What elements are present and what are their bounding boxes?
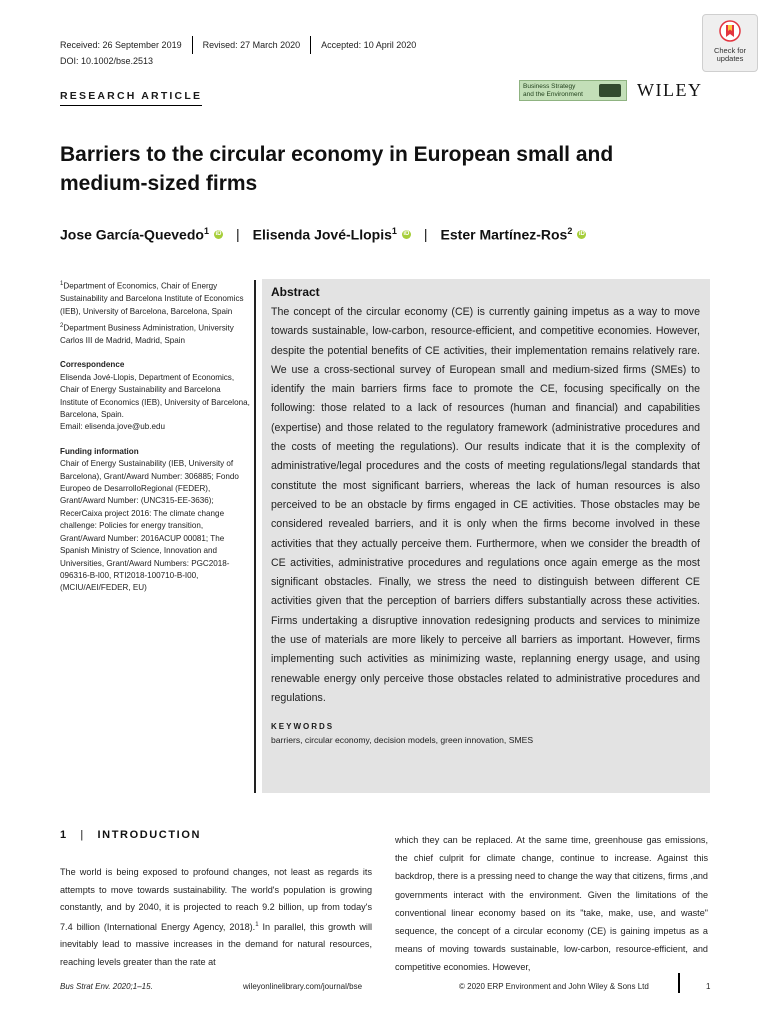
received-date: Received: 26 September 2019 <box>60 40 182 50</box>
keywords-list: barriers, circular economy, decision models, green innovation, SMES <box>271 735 534 746</box>
footer-url[interactable]: wileyonlinelibrary.com/journal/bse <box>243 982 363 991</box>
orcid-icon[interactable]: iD <box>403 230 410 237</box>
page-number: 1 <box>706 982 711 991</box>
doi[interactable]: DOI: 10.1002/bse.2513 <box>60 56 154 66</box>
check-for-updates-line2: updates <box>716 54 744 63</box>
funding-heading: Funding information <box>60 446 139 456</box>
section-title: INTRODUCTION <box>97 829 202 841</box>
footer-copyright: © 2020 ERP Environment and John Wiley & Sons Ltd <box>459 982 649 991</box>
section-number: 1 <box>60 829 68 841</box>
intro-column-left <box>60 864 372 972</box>
article-dates <box>60 36 426 54</box>
author-separator: | <box>423 226 428 243</box>
journal-logo-icon <box>599 84 621 97</box>
correspondence-email[interactable]: Email: elisenda.jove@ub.edu <box>60 422 165 432</box>
check-for-updates-line1: Check for <box>713 46 747 55</box>
author-name[interactable]: Jose García-Quevedo$^1$ <box>60 226 209 243</box>
intro-text: The world is being exposed to profound changes, not least as regards its attempts to move towards sustainability. The world's population is growing constantly, and by 2040, it is projected to reach 9.2 billion, up from today's 7.4 billion (International Energy Agency, 2018). <box>60 867 372 932</box>
intro-text: In parallel, this growth will inevitably lead to massive increases in the demand for natural resources, reaching levels greater than the rate at <box>60 921 372 967</box>
author-name[interactable]: Elisenda Jové-Llopis$^1$ <box>252 226 397 243</box>
accepted-date: Accepted: 10 April 2020 <box>310 36 426 54</box>
check-for-updates-badge[interactable] <box>702 14 758 72</box>
affiliation: $^2$Department Business Administration, University Carlos III de Madrid, Madrid, Spain <box>60 322 234 345</box>
footnote-ref[interactable]: 1 <box>255 921 259 928</box>
abstract-text: The concept of the circular economy (CE) is currently gaining impetus as a way to move towards sustainable, low-carbon, resource-efficient, and competitive economies. However, despite the potential benefits of CE activities, their implementation remains relatively rare. We use a cross-sectional survey of European small and medium-sized firms (SMEs) to identify the main barriers firms face to promote the CE, focusing specifically on the following: those related to a lack of resources (human and financial) and capabilities (expertise) and those related to the regulatory framework (administrative procedures and the costs of meeting the regulations). Our results indicate that it is the complexity of administrative/legal procedures and the costs of meeting regulations/legal standards that constitute the most significant barriers, whereas the lack of human resources is also perceived to be an obstacle by firms engaged in CE activities. Those obstacles may be considered revealed barriers, and it is only when the firms become involved in these activities that they actually perceive them. Furthermore, when we consider the breadth of CE activities, administrative procedures and regulations once again emerge as the most significant obstacles. Finally, we stress the need to distinguish between different CE activities given that the perception of barriers differs substantially across these activities. Firms undertaking a disruptive innovation redesigning products and services to minimize the use of materials are more likely to perceive all barriers as important. However, firms implementing such activities as minimizing waste, replanning energy usage, and using renewable energy only perceive those obstacles related to administrative procedures and regulations. <box>271 306 700 704</box>
orcid-icon[interactable]: iD <box>215 230 222 237</box>
article-title: Barriers to the circular economy in European small and medium-sized firms <box>60 143 614 195</box>
abstract-box <box>262 279 710 793</box>
correspondence-text: Elisenda Jové-Llopis, Department of Economics, Chair of Energy Sustainability and Barcelona Institute of Economics (IEB), University of Barcelona, Barcelona, Spain. <box>60 372 250 420</box>
affiliation: $^1$Department of Economics, Chair of Energy Sustainability and Barcelona Institute of Economics (IEB), University of Barcelona, Barcelona, Spain <box>60 281 244 316</box>
publisher-logo[interactable]: WILEY <box>637 80 703 100</box>
correspondence-heading: Correspondence <box>60 360 125 370</box>
journal-logo-line2: and the Environment <box>523 90 583 98</box>
author-list <box>60 226 586 243</box>
journal-logo-text <box>520 83 596 98</box>
intro-column-right: which they can be replaced. At the same time, greenhouse gas emissions, the chief culprit for climate change, continue to increase. Against this backdrop, there is a pressing need to change the way that citizens, firms ,and governments interact with the environment. Given the limitations of the conventional linear economy based on its "take, make, use, and waste" sequence, the concept of a circular economy (CE) is gaining impetus as a means of moving towards sustainable, low-carbon, resource-efficient, and competitive economies. However, <box>395 835 708 973</box>
revised-date: Revised: 27 March 2020 <box>192 36 311 54</box>
footer-journal-citation: Bus Strat Env. 2020;1–15. <box>60 982 153 991</box>
section-heading <box>60 829 201 841</box>
author-separator: | <box>235 226 240 243</box>
journal-logo-line1: Business Strategy <box>523 83 576 90</box>
keywords-heading: KEYWORDS <box>271 722 335 732</box>
abstract-heading: Abstract <box>271 285 320 299</box>
author-name[interactable]: Ester Martínez-Ros$^2$ <box>440 226 573 243</box>
funding-text: Chair of Energy Sustainability (IEB, University of Barcelona), Grant/Award Number: 306885; Fondo Europeo de DesarrolloRegional (FEDER), Grant/Award Number: (UNC315-EE-3636); RecerCaixa project 2016: The climate change challenge: Policies for energy transition, Grant/Award Number: 2016ACUP 00081; The Spanish Ministry of Science, Innovation and Universities, Grant/Award Numbers: PGC2018-096316-B-I00, RTI2018-100710-B-I00, (MCIU/AEI/FEDER, EU) <box>60 459 239 593</box>
sidebar-divider <box>254 280 256 793</box>
orcid-icon[interactable]: iD <box>578 230 585 237</box>
bookmark-icon <box>719 20 741 42</box>
article-info-sidebar <box>60 278 250 595</box>
journal-logo[interactable] <box>519 80 627 101</box>
footer-divider <box>678 973 680 993</box>
article-type: RESEARCH ARTICLE <box>60 90 202 106</box>
section-separator: | <box>80 829 85 841</box>
